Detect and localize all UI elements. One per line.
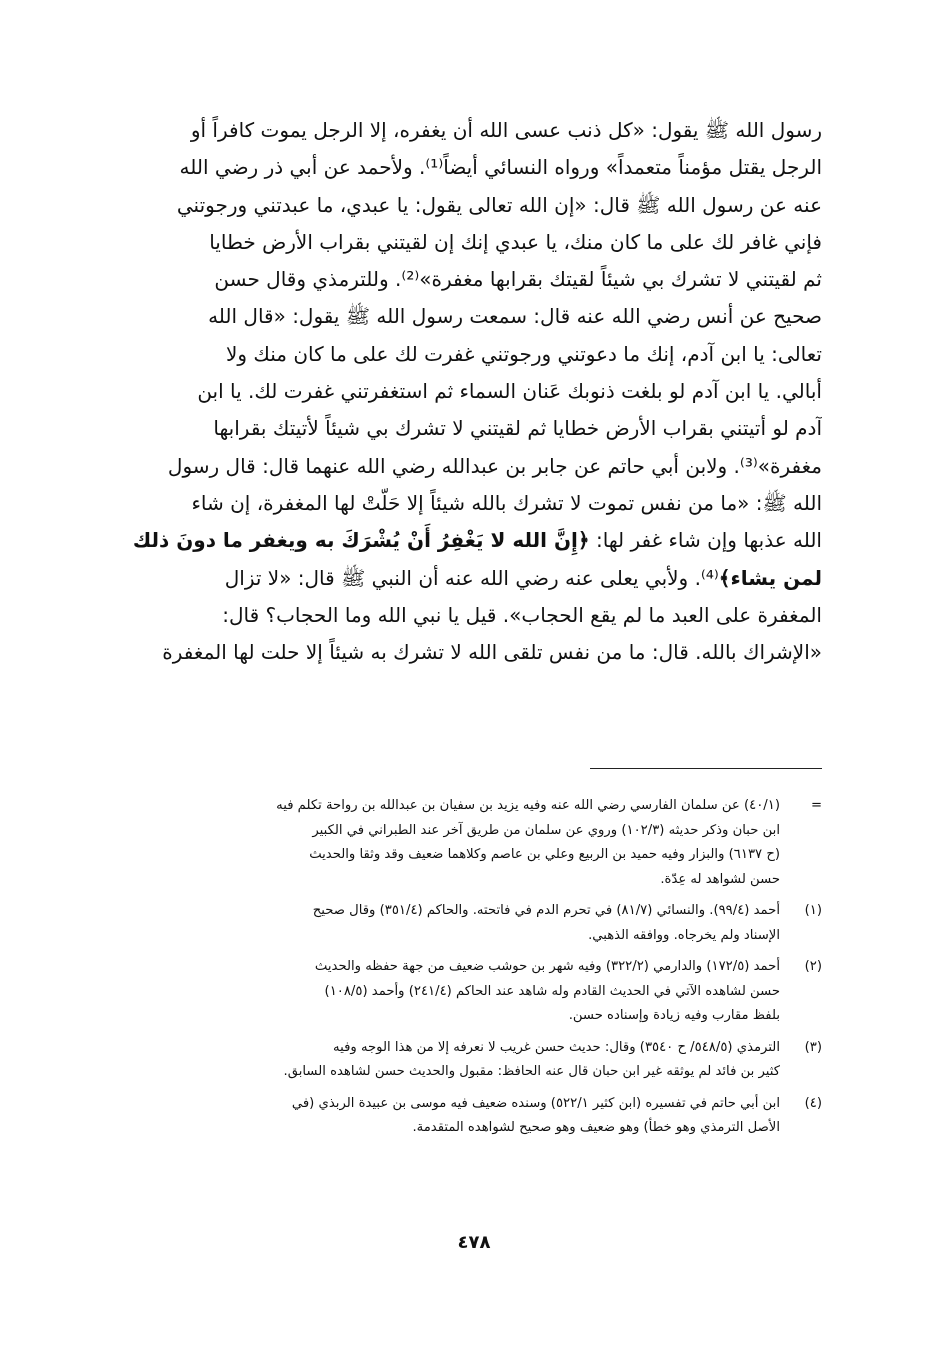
footnote-line: أحمد (٩٩/٤). والنسائي (٨١/٧) في تحرم الدم في فاتحته. والحاكم (٣٥١/٤) وقال صحيح: [312, 903, 780, 918]
footnote-marker: (٢): [804, 959, 822, 974]
footnote: [116, 899, 822, 948]
text-line: «الإشراك بالله. قال: ما من نفس تلقى الله لا تشرك به شيئاً إلا حلت لها المغفرة: [162, 640, 822, 665]
footnote-line: ابن حبان وذكر حديثه (١٠٢/٣) وروي عن سلمان من طريق آخر عند الطبراني في الكبير: [312, 822, 780, 838]
footnote-line: بلفظ مقارب وفيه زيادة وإسناده حسن.: [568, 1008, 780, 1023]
footnote: [116, 955, 822, 1029]
text-line: أبالي. يا ابن آدم لو بلغت ذنوبك عَنان السماء ثم استغفرتني غفرت لك. يا ابن: [197, 379, 822, 404]
footnote-line: الأصل الترمذي وهو خطأ) وهو ضعيف وهو صحيح لشواهده المتقدمة.: [412, 1120, 780, 1135]
main-text-block: [116, 112, 822, 671]
page-number: ٤٧٨: [457, 1232, 491, 1253]
footnote-line: حسن لشاهده الآتي في الحديث القادم وله شاهد عند الحاكم (٢٤١/٤) وأحمد (١٠٨/٥): [324, 983, 780, 999]
footnotes: [116, 794, 822, 1148]
text-line: [116, 522, 822, 559]
text-line: ثم لقيتني لا تشرك بي شيئاً لقيتك بقرابها مغفرة»⁽²⁾. وللترمذي وقال حسن: [214, 267, 822, 292]
footnote-marker: (٤): [804, 1095, 822, 1111]
footnote-separator: [590, 768, 822, 769]
footnote: [116, 1092, 822, 1141]
footnote-line: ابن أبي حاتم في تفسيره (ابن كثير ٥٢٢/١) وسنده ضعيف فيه موسى بن عبيدة الربذي (في: [291, 1095, 780, 1111]
text-line: الله ﷺ: «ما من نفس تموت لا تشرك بالله شيئاً إلا حَلّتْ لها المغفرة، إن شاء: [191, 490, 822, 515]
text-line: صحيح عن أنس رضي الله عنه قال: سمعت رسول الله ﷺ يقول: «قال الله: [208, 304, 822, 329]
footnote-line: الإسناد ولم يخرجاه. ووافقه الذهبي.: [588, 927, 780, 943]
footnote: [116, 1036, 822, 1085]
footnote-line: كثير بن فائد لم يوثقه غير ابن حبان قال عنه الحافظ: مقبول والحديث حسن لشاهده السابق.: [283, 1064, 780, 1079]
text-segment: ⁽⁴⁾. ولأبي يعلى عنه رضي الله عنه أن النبي ﷺ قال: «لا تزال: [224, 565, 719, 590]
text-line: آدم لو أتيتني بقراب الأرض خطايا ثم لقيتني لا تشرك بي شيئاً لأتيتك بقرابها: [213, 416, 822, 441]
footnote-line: أحمد (١٧٢/٥) والدارمي (٣٢٢/٢) وفيه شهر بن حوشب ضعيف من جهة حفظه والحديث: [314, 959, 780, 974]
footnote-marker: (١): [804, 903, 822, 918]
text-line: عنه عن رسول الله ﷺ قال: «إن الله تعالى يقول: يا عبدي، ما عبدتني ورجوتني: [176, 192, 822, 217]
quran-verse: لمن يشاء﴾: [718, 565, 822, 590]
text-line: تعالى: يا ابن آدم، إنك ما دعوتني ورجوتني غفرت لك على ما كان منك ولا: [225, 341, 822, 366]
text-line: المغفرة على العبد ما لم يقع الحجاب». قيل يا نبي الله وما الحجاب؟ قال:: [222, 602, 822, 627]
text-line: فإني غافر لك على ما كان منك، يا عبدي إنك إن لقيتني بقراب الأرض خطايا: [209, 229, 822, 254]
footnote-marker: (٣): [804, 1039, 822, 1055]
footnote-marker: =: [810, 798, 822, 813]
text-segment: الله عذبها وإن شاء غفر لها:: [589, 528, 822, 553]
footnote-line: (ح ٦١٣٧) والبزار وفيه حميد بن الربيع وعلي بن عاصم وكلاهما ضعيف وقد وثقا والحديث: [309, 847, 780, 862]
footnote-line: حسن لشواهد له عِدّة.: [660, 871, 780, 887]
quran-verse: ﴿إِنَّ الله لا يَغْفِرُ أَنْ يُشْرَكَ به ويغفر ما دونَ ذلك: [132, 528, 590, 553]
footnote-line: الترمذي (٥٤٨/٥/ ح ٣٥٤٠) وقال: حديث حسن غريب لا نعرفه إلا من هذا الوجه وفيه: [333, 1039, 780, 1055]
text-line: مغفرة»⁽³⁾. ولابن أبي حاتم عن جابر بن عبدالله رضي الله عنهما قال: قال رسول: [167, 453, 822, 478]
footnote-line: (٤٠/١) عن سلمان الفارسي رضي الله عنه وفيه يزيد بن سفيان بن عبدالله بن رواحة تكلم فيه: [276, 798, 780, 813]
text-line: رسول الله ﷺ يقول: «كل ذنب عسى الله أن يغفره، إلا الرجل يموت كافراً أو: [190, 118, 822, 142]
text-line: [116, 560, 822, 597]
footnote: [116, 794, 822, 892]
text-line: الرجل يقتل مؤمناً متعمداً» ورواه النسائي أيضاً⁽¹⁾. ولأحمد عن أبي ذر رضي الله: [179, 155, 822, 180]
